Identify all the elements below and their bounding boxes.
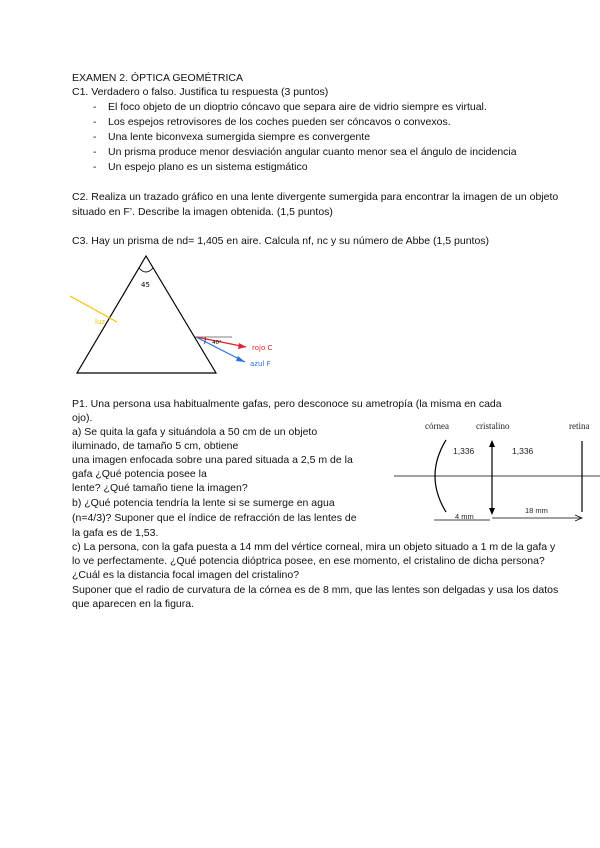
- lens-arrow-down: [489, 508, 495, 515]
- c1-item-2: Los espejos retrovisores de los coches pueden ser cóncavos o convexos.: [108, 116, 451, 128]
- c2-line-2: situado en F’. Describe la imagen obtenida. (1,5 puntos): [72, 206, 333, 218]
- c1-item-4: Un prisma produce menor desviación angular cuanto menor sea el ángulo de incidencia: [108, 146, 517, 158]
- dimension-18mm-label: 18 mm: [525, 506, 548, 515]
- exam-title: EXAMEN 2. ÓPTICA GEOMÉTRICA: [72, 72, 243, 84]
- dimension-4mm-label: 4 mm: [455, 512, 474, 521]
- p1-a-4: gafa ¿Qué potencia posee la: [72, 468, 207, 480]
- p1-b-2: (n=4/3)? Suponer que el índice de refracción de las lentes de: [72, 512, 357, 524]
- p1-c-4: Suponer que el radio de curvatura de la córnea es de 8 mm, que las lentes son delgadas y usa los datos: [72, 584, 559, 596]
- deviation-angle-label: 40°: [212, 340, 222, 346]
- p1-intro-1: P1. Una persona usa habitualmente gafas, pero desconoce su ametropía (la misma en cada: [72, 398, 502, 410]
- bullet-dash: -: [93, 161, 97, 173]
- bullet-dash: -: [93, 146, 97, 158]
- c1-item-5: Un espejo plano es un sistema estigmático: [108, 161, 308, 173]
- p1-c-2: lo ve perfectamente. ¿Qué potencia dióptrica posee, en ese momento, el cristalino de dicha persona?: [72, 555, 545, 567]
- p1-c-1: c) La persona, con la gafa puesta a 14 mm del vértice corneal, mira un objeto situado a 1 m de la gafa y: [72, 541, 556, 553]
- bullet-dash: -: [93, 116, 97, 128]
- index-1-label: 1,336: [453, 446, 475, 456]
- p1-b-3: la gafa es de 1,53.: [72, 527, 159, 539]
- c3-text: C3. Hay un prisma de nd= 1,405 en aire. Calcula nf, nc y su número de Abbe (1,5 puntos): [72, 235, 490, 247]
- c2-line-1: C2. Realiza un trazado gráfico en una lente divergente sumergida para encontrar la imagen de un objeto: [72, 191, 559, 203]
- retina-label: retina: [569, 421, 590, 431]
- lens-arrow-up: [489, 440, 495, 447]
- lens-label: cristalino: [476, 421, 510, 431]
- p1-intro-2: ojo).: [72, 412, 93, 424]
- p1-c-3: ¿Cuál es la distancia focal imagen del cristalino?: [72, 569, 300, 581]
- bullet-dash: -: [93, 131, 97, 143]
- red-ray-label: rojo C: [252, 344, 273, 352]
- p1-a-2: iluminado, de tamaño 5 cm, obtiene: [72, 440, 239, 452]
- c1-item-1: El foco objeto de un dioptrio cóncavo que separa aire de vidrio siempre es virtual.: [108, 101, 487, 113]
- p1-a-3: una imagen enfocada sobre una pared situada a 2,5 m de la: [72, 454, 353, 466]
- incident-ray-label: luz: [95, 318, 106, 326]
- cornea-label: córnea: [425, 421, 449, 431]
- p1-a-1: a) Se quita la gafa y situándola a 50 cm de un objeto: [72, 426, 318, 438]
- apex-angle-label: 45: [141, 281, 150, 289]
- bullet-dash: -: [93, 101, 97, 113]
- c1-heading: C1. Verdadero o falso. Justifica tu respuesta (3 puntos): [72, 86, 329, 98]
- p1-a-5: lente? ¿Qué tamaño tiene la imagen?: [72, 482, 248, 494]
- p1-b-1: b) ¿Qué potencia tendría la lente si se sumerge en agua: [72, 497, 335, 509]
- c1-item-3: Una lente biconvexa sumergida siempre es convergente: [108, 131, 371, 143]
- index-2-label: 1,336: [512, 446, 534, 456]
- p1-c-5: que aparecen en la figura.: [72, 598, 195, 610]
- blue-ray-label: azul F: [250, 360, 271, 368]
